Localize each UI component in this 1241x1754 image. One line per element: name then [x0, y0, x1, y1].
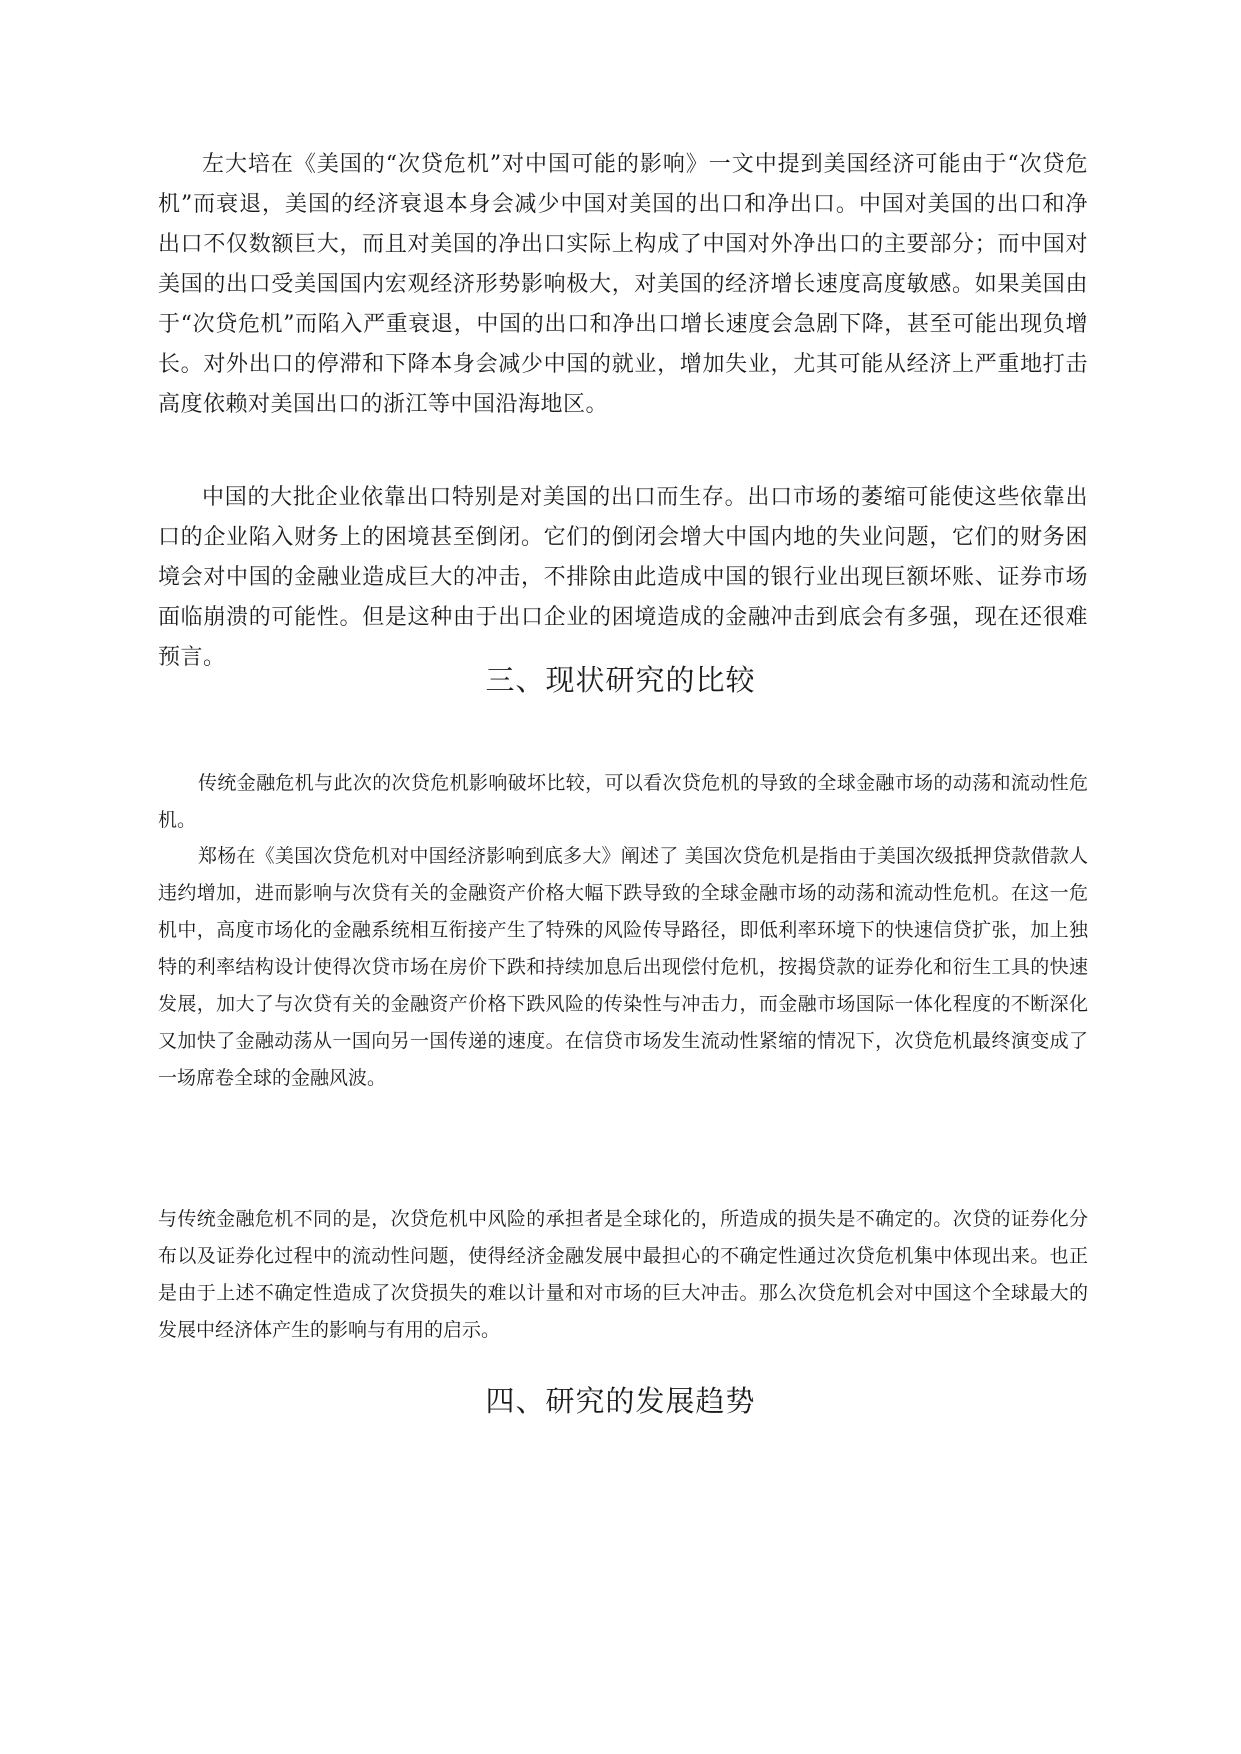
- paragraph-export-enterprises: 中国的大批企业依靠出口特别是对美国的出口而生存。出口市场的萎缩可能使这些依靠出口的企业陷入财务上的困境甚至倒闭。它们的倒闭会增大中国内地的失业问题，它们的财务困境会对中国的金融业造成巨大的冲击，不排除由此造成中国的银行业出现巨额坏账、证券市场面临崩溃的可能性。但是这种由于出口企业的困境造成的金融冲击到底会有多强，现在还很难预言。: [158, 485, 1088, 670]
- section-heading-3: 三、现状研究的比较: [485, 663, 756, 697]
- paragraph-zheng-yang: 郑杨在《美国次贷危机对中国经济影响到底多大》阐述了 美国次贷危机是指由于美国次级抵押贷款借款人违约增加，进而影响与次贷有关的金融资产价格大幅下跌导致的全球金融市场的动荡和流动性危机。在这一危机中，高度市场化的金融系统相互衔接产生了特殊的风险传导路径，即低利率环境下的快速信贷扩张，加上独特的利率结构设计使得次贷市场在房价下跌和持续加息后出现偿付危机，按揭贷款的证券化和衍生工具的快速发展，加大了与次贷有关的金融资产价格下跌风险的传染性与冲击力，而金融市场国际一体化程度的不断深化又加快了金融动荡从一国向另一国传递的速度。在信贷市场发生流动性紧缩的情况下，次贷危机最终演变成了一场席卷全球的金融风波。: [158, 845, 1088, 1089]
- paragraph-zuo-dapei: 左大培在《美国的“次贷危机”对中国可能的影响》一文中提到美国经济可能由于“次贷危机”而衰退，美国的经济衰退本身会减少中国对美国的出口和净出口。中国对美国的出口和净出口不仅数额巨大，而且对美国的净出口实际上构成了中国对外净出口的主要部分；而中国对美国的出口受美国国内宏观经济形势影响极大，对美国的经济增长速度高度敏感。如果美国由于“次贷危机”而陷入严重衰退，中国的出口和净出口增长速度会急剧下降，甚至可能出现负增长。对外出口的停滞和下降本身会减少中国的就业，增加失业，尤其可能从经济上严重地打击高度依赖对美国出口的浙江等中国沿海地区。: [158, 152, 1088, 417]
- paragraph-difference: 与传统金融危机不同的是，次贷危机中风险的承担者是全球化的，所造成的损失是不确定的。次贷的证券化分布以及证券化过程中的流动性问题，使得经济金融发展中最担心的不确定性通过次贷危机集中体现出来。也正是由于上述不确定性造成了次贷损失的难以计量和对市场的巨大冲击。那么次贷危机会对中国这个全球最大的发展中经济体产生的影响与有用的启示。: [158, 1208, 1088, 1341]
- paragraph-traditional-crisis: 传统金融危机与此次的次贷危机影响破坏比较，可以看次贷危机的导致的全球金融市场的动荡和流动性危机。: [158, 772, 1088, 831]
- section-heading-4: 四、研究的发展趋势: [485, 1384, 756, 1418]
